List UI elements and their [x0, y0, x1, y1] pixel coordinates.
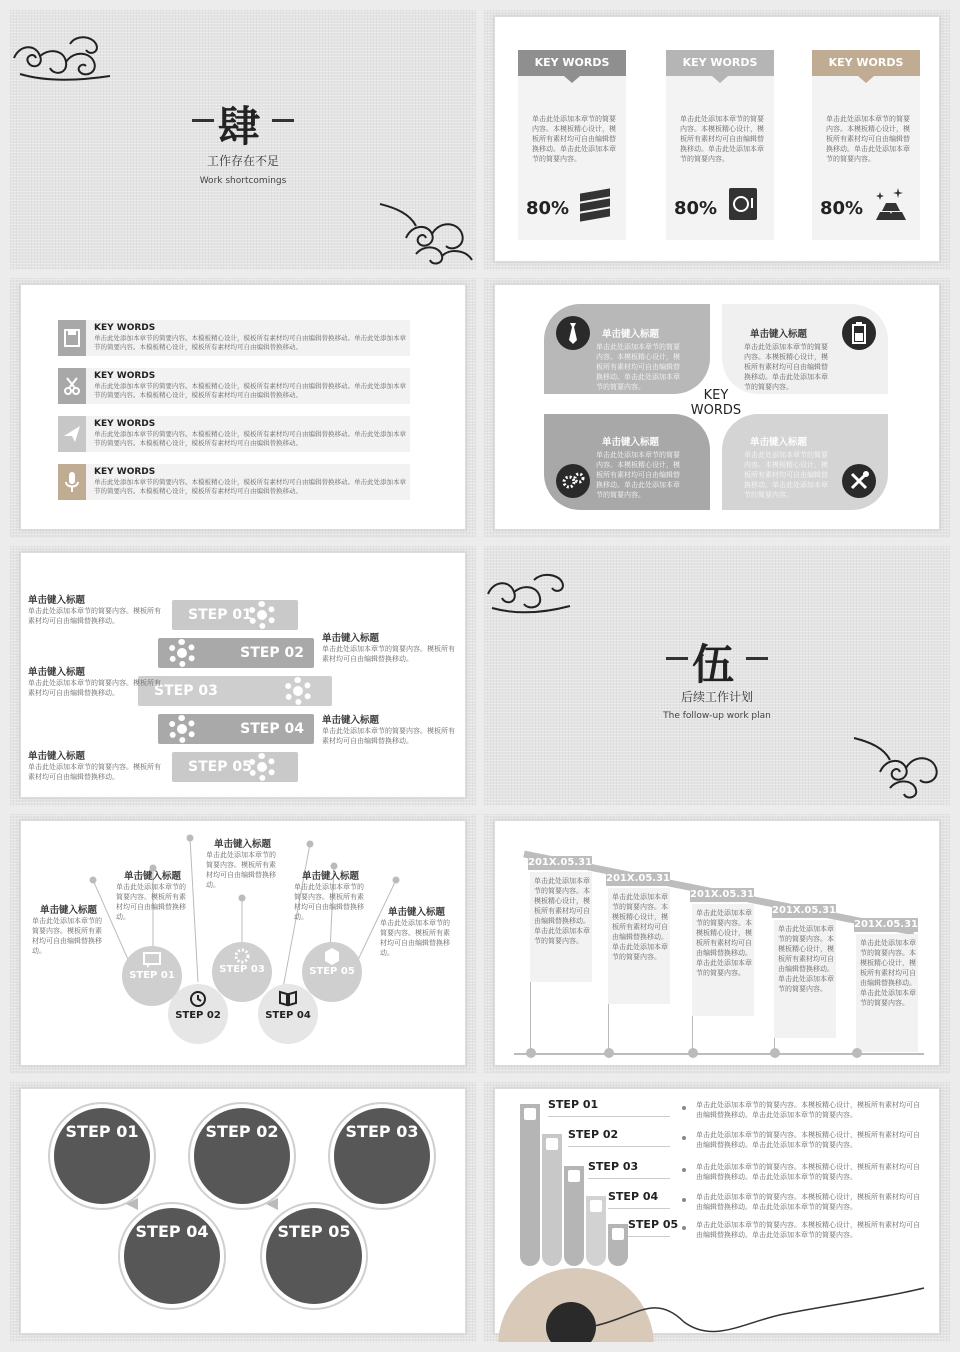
cloud-ornament-icon	[850, 732, 950, 802]
timeline-date: 201X.05.31	[690, 889, 755, 900]
keyword-row	[58, 416, 410, 452]
quad-title: 单击键入标题	[750, 329, 808, 340]
puzzle-icon	[565, 1167, 583, 1185]
slide-3-keyword-rows[interactable]	[10, 278, 476, 538]
step-text: 单击此处添加本章节的简要内容。本模板精心设计，模板所有素材均可自由编辑替换移动。单击此处添加本章节的简要内容。	[696, 1163, 920, 1181]
step-circle-label: STEP 03	[219, 964, 265, 975]
step-label: STEP 03	[154, 683, 218, 699]
keyword-row-title: KEY WORDS	[94, 371, 156, 381]
step-circle-label: STEP 04	[135, 1222, 209, 1241]
step-leader-line	[568, 1146, 670, 1147]
step-text: 单击此处添加本章节的简要内容。本模板精心设计，模板所有素材均可自由编辑替换移动。单击此处添加本章节的简要内容。	[696, 1101, 920, 1119]
step-note-text: 单击此处添加本章节的简要内容。模板所有素材均可自由编辑替换移动。	[116, 883, 186, 921]
step-note-title: 单击键入标题	[322, 633, 380, 644]
step-circle	[258, 984, 318, 1044]
title-dash-right	[746, 657, 768, 660]
money-stack-icon	[578, 184, 614, 224]
book-icon	[278, 988, 298, 1008]
step-bar	[158, 638, 314, 668]
gear-icon	[168, 639, 196, 667]
quad-title: 单击键入标题	[602, 329, 660, 340]
step-circle	[330, 1104, 434, 1208]
step-bar	[158, 714, 314, 744]
quad-text: 单击此处添加本章节的简要内容。本模板精心设计，模板所有素材均可自由编辑替换移动。单击此处添加本章节的简要内容。	[596, 343, 680, 391]
keyword-row-text: 单击此处添加本章节的简要内容。本模板精心设计，模板所有素材均可自由编辑替换移动。单击此处添加本章节的简要内容。本模板精心设计，模板所有素材均可自由编辑替换移动。	[94, 430, 406, 447]
title-dash-right	[272, 119, 294, 122]
slide-10-bar-steps[interactable]	[484, 1082, 950, 1342]
keyword-card-percent: 80%	[526, 198, 570, 219]
step-column	[520, 1104, 540, 1266]
step-circle	[262, 1204, 366, 1308]
step-bar	[172, 600, 298, 630]
step-column	[542, 1134, 562, 1266]
step-circle-label: STEP 04	[265, 1010, 311, 1021]
step-note-title: 单击键入标题	[28, 595, 86, 606]
step-note-text: 单击此处添加本章节的简要内容。模板所有素材均可自由编辑替换移动。	[322, 727, 455, 745]
title-dash-left	[192, 119, 214, 122]
keyword-row-title: KEY WORDS	[94, 467, 156, 477]
keyword-card-percent: 80%	[820, 198, 864, 219]
tools-icon	[842, 464, 876, 498]
step-circle	[168, 984, 228, 1044]
keyword-row-text: 单击此处添加本章节的简要内容。本模板精心设计，模板所有素材均可自由编辑替换移动。单击此处添加本章节的简要内容。本模板精心设计，模板所有素材均可自由编辑替换移动。	[94, 334, 406, 351]
keyword-card-header: KEY WORDS	[666, 50, 774, 76]
connector-triangle-icon	[266, 1198, 278, 1210]
step-circle	[120, 1204, 224, 1308]
gears-icon	[556, 464, 590, 498]
section-number-char: 肆	[218, 102, 261, 151]
timeline-node	[852, 1048, 862, 1058]
slide-8-timeline[interactable]	[484, 814, 950, 1074]
box-icon	[322, 946, 342, 966]
timeline-stem	[692, 1016, 693, 1050]
step-note-text: 单击此处添加本章节的简要内容。模板所有素材均可自由编辑替换移动。	[322, 645, 455, 663]
step-circle	[302, 942, 362, 1002]
step-note-title: 单击键入标题	[124, 871, 182, 882]
keyword-row-text: 单击此处添加本章节的简要内容。本模板精心设计，模板所有素材均可自由编辑替换移动。单击此处添加本章节的简要内容。本模板精心设计，模板所有素材均可自由编辑替换移动。	[94, 382, 406, 399]
timeline-date: 201X.05.31	[528, 857, 593, 868]
gear-icon	[232, 946, 252, 966]
slide-9-step-circles-dark[interactable]	[10, 1082, 476, 1342]
bullet-dot	[682, 1168, 686, 1172]
header-pointer	[712, 76, 728, 83]
gold-bars-icon	[872, 184, 908, 224]
step-circle	[190, 1104, 294, 1208]
step-note-text: 单击此处添加本章节的简要内容。模板所有素材均可自由编辑替换移动。	[380, 919, 450, 957]
section-title: 后续工作计划	[680, 690, 753, 704]
step-note-title: 单击键入标题	[28, 667, 86, 678]
step-circle	[50, 1104, 154, 1208]
timeline-text: 单击此处添加本章节的简要内容。本模板精心设计，模板所有素材均可自由编辑替换移动。单击此处添加本章节的简要内容。	[860, 939, 916, 1007]
save-icon	[58, 320, 86, 356]
step-label: STEP 02	[240, 645, 304, 661]
timeline-stem	[608, 1004, 609, 1050]
section-title: 工作存在不足	[206, 154, 279, 168]
step-note-title: 单击键入标题	[322, 715, 380, 726]
gear-icon	[168, 715, 196, 743]
step-leader-line	[608, 1208, 670, 1209]
step-text: 单击此处添加本章节的简要内容。本模板精心设计，模板所有素材均可自由编辑替换移动。单击此处添加本章节的简要内容。	[696, 1221, 920, 1239]
step-leader-line	[588, 1178, 670, 1179]
header-pointer	[564, 76, 580, 83]
step-leader-line	[548, 1116, 670, 1117]
keyword-card	[812, 50, 920, 240]
step-label: STEP 05	[628, 1218, 679, 1231]
bullet-dot	[682, 1198, 686, 1202]
timeline-card	[856, 934, 918, 1052]
cloud-ornament-icon	[484, 570, 574, 620]
safe-icon	[726, 184, 762, 224]
trophy-icon	[587, 1197, 605, 1215]
step-note-text: 单击此处添加本章节的简要内容。模板所有素材均可自由编辑替换移动。	[28, 679, 161, 697]
step-label: STEP 02	[568, 1128, 619, 1141]
scissors-icon	[58, 368, 86, 404]
step-label: STEP 04	[240, 721, 304, 737]
step-circle	[212, 942, 272, 1002]
quad-title: 单击键入标题	[602, 437, 660, 448]
step-note-title: 单击键入标题	[40, 905, 98, 916]
timeline-node	[604, 1048, 614, 1058]
slide-4-quadrants[interactable]	[484, 278, 950, 538]
step-circle-label: STEP 01	[129, 970, 175, 981]
header-pointer	[858, 76, 874, 83]
timeline-text: 单击此处添加本章节的简要内容。本模板精心设计，模板所有素材均可自由编辑替换移动。单击此处添加本章节的简要内容。	[612, 893, 668, 961]
slide-6-section-title[interactable]	[484, 546, 950, 806]
timeline-node	[526, 1048, 536, 1058]
keyword-card-text: 单击此处添加本章节的简要内容。本模板精心设计，模板所有素材均可自由编辑替换移动。单击此处添加本章节的简要内容。	[680, 115, 764, 163]
keyword-card	[518, 50, 626, 240]
step-label: STEP 03	[588, 1160, 639, 1173]
step-bar	[172, 752, 298, 782]
quad-title: 单击键入标题	[750, 437, 808, 448]
alarm-clock-icon	[188, 988, 208, 1008]
slide-1-section-title[interactable]	[10, 10, 476, 270]
step-leader-line	[628, 1236, 670, 1237]
timeline-node	[770, 1048, 780, 1058]
bullet-dot	[682, 1136, 686, 1140]
keyword-row	[58, 464, 410, 500]
timeline-card	[530, 872, 592, 982]
microphone-icon	[58, 464, 86, 500]
step-note-text: 单击此处添加本章节的简要内容。模板所有素材均可自由编辑替换移动。	[28, 607, 161, 625]
step-label: STEP 01	[548, 1098, 599, 1111]
keyword-row-text: 单击此处添加本章节的简要内容。本模板精心设计，模板所有素材均可自由编辑替换移动。单击此处添加本章节的简要内容。本模板精心设计，模板所有素材均可自由编辑替换移动。	[94, 478, 406, 495]
keyword-card-text: 单击此处添加本章节的简要内容。本模板精心设计，模板所有素材均可自由编辑替换移动。单击此处添加本章节的简要内容。	[826, 115, 910, 163]
step-circle-label: STEP 01	[65, 1122, 139, 1141]
keyword-row-title: KEY WORDS	[94, 323, 156, 333]
timeline-text: 单击此处添加本章节的简要内容。本模板精心设计，模板所有素材均可自由编辑替换移动。单击此处添加本章节的简要内容。	[696, 909, 752, 977]
timeline-date: 201X.05.31	[854, 919, 919, 930]
timeline-card	[608, 888, 670, 1004]
cloud-ornament-icon	[10, 30, 120, 90]
title-dash-left	[666, 657, 688, 660]
slide-7-step-circles[interactable]	[10, 814, 476, 1074]
timeline-node	[688, 1048, 698, 1058]
step-note-text: 单击此处添加本章节的简要内容。模板所有素材均可自由编辑替换移动。	[32, 917, 102, 955]
connector-triangle-icon	[126, 1198, 138, 1210]
keyword-card-header: KEY WORDS	[812, 50, 920, 76]
step-bar	[138, 676, 332, 706]
bullet-dot	[682, 1226, 686, 1230]
section-subtitle: Work shortcomings	[199, 176, 287, 186]
step-label: STEP 01	[188, 607, 252, 623]
section-number-char: 伍	[692, 640, 735, 689]
quad-text: 单击此处添加本章节的简要内容。本模板精心设计，模板所有素材均可自由编辑替换移动。单击此处添加本章节的简要内容。	[744, 451, 828, 499]
timeline-card	[774, 920, 836, 1038]
timeline-stem	[530, 982, 531, 1050]
quad-text: 单击此处添加本章节的简要内容。本模板精心设计，模板所有素材均可自由编辑替换移动。单击此处添加本章节的简要内容。	[596, 451, 680, 499]
step-text: 单击此处添加本章节的简要内容。本模板精心设计，模板所有素材均可自由编辑替换移动。单击此处添加本章节的简要内容。	[696, 1193, 920, 1211]
timeline-date: 201X.05.31	[772, 905, 837, 916]
timeline-text: 单击此处添加本章节的简要内容。本模板精心设计，模板所有素材均可自由编辑替换移动。单击此处添加本章节的简要内容。	[534, 877, 590, 945]
keyword-card-header: KEY WORDS	[518, 50, 626, 76]
step-circle-label: STEP 02	[175, 1010, 221, 1021]
step-circle-label: STEP 03	[345, 1122, 419, 1141]
step-note-text: 单击此处添加本章节的简要内容。模板所有素材均可自由编辑替换移动。	[28, 763, 161, 781]
chart-icon	[521, 1105, 539, 1123]
step-note-title: 单击键入标题	[388, 907, 446, 918]
step-label: STEP 04	[608, 1190, 659, 1203]
gear-icon	[248, 601, 276, 629]
step-label: STEP 05	[188, 759, 252, 775]
keyword-row-title: KEY WORDS	[94, 419, 156, 429]
paper-plane-icon	[58, 416, 86, 452]
bullet-dot	[682, 1106, 686, 1110]
cart-icon	[609, 1225, 627, 1243]
chat-icon	[142, 950, 162, 970]
step-circle-label: STEP 05	[277, 1222, 351, 1241]
keyword-card-percent: 80%	[674, 198, 718, 219]
step-note-title: 单击键入标题	[28, 751, 86, 762]
step-text: 单击此处添加本章节的简要内容。本模板精心设计，模板所有素材均可自由编辑替换移动。单击此处添加本章节的简要内容。	[696, 1131, 920, 1149]
step-circle-label: STEP 05	[309, 966, 355, 977]
share-icon	[543, 1135, 561, 1153]
gear-icon	[248, 753, 276, 781]
keyword-row	[58, 368, 410, 404]
step-note-title: 单击键入标题	[214, 839, 272, 850]
battery-icon	[842, 316, 876, 350]
gear-icon	[284, 677, 312, 705]
timeline-date: 201X.05.31	[606, 873, 671, 884]
timeline-card	[692, 904, 754, 1016]
step-note-title: 单击键入标题	[302, 871, 360, 882]
keyword-card-text: 单击此处添加本章节的简要内容。本模板精心设计，模板所有素材均可自由编辑替换移动。单击此处添加本章节的简要内容。	[532, 115, 616, 163]
keyword-row	[58, 320, 410, 356]
timeline-text: 单击此处添加本章节的简要内容。本模板精心设计，模板所有素材均可自由编辑替换移动。单击此处添加本章节的简要内容。	[778, 925, 834, 993]
slide-2-keywords-cards[interactable]	[484, 10, 950, 270]
quad-text: 单击此处添加本章节的简要内容。本模板精心设计，模板所有素材均可自由编辑替换移动。单击此处添加本章节的简要内容。	[744, 343, 828, 391]
section-subtitle: The follow-up work plan	[663, 711, 771, 721]
tie-icon	[556, 316, 590, 350]
keyword-card	[666, 50, 774, 240]
slide-5-step-bars[interactable]	[10, 546, 476, 806]
step-circle-label: STEP 02	[205, 1122, 279, 1141]
step-note-text: 单击此处添加本章节的简要内容。模板所有素材均可自由编辑替换移动。	[206, 851, 276, 889]
cloud-ornament-icon	[376, 198, 476, 268]
step-note-text: 单击此处添加本章节的简要内容。模板所有素材均可自由编辑替换移动。	[294, 883, 364, 921]
center-keywords: KEY WORDS	[690, 388, 742, 418]
